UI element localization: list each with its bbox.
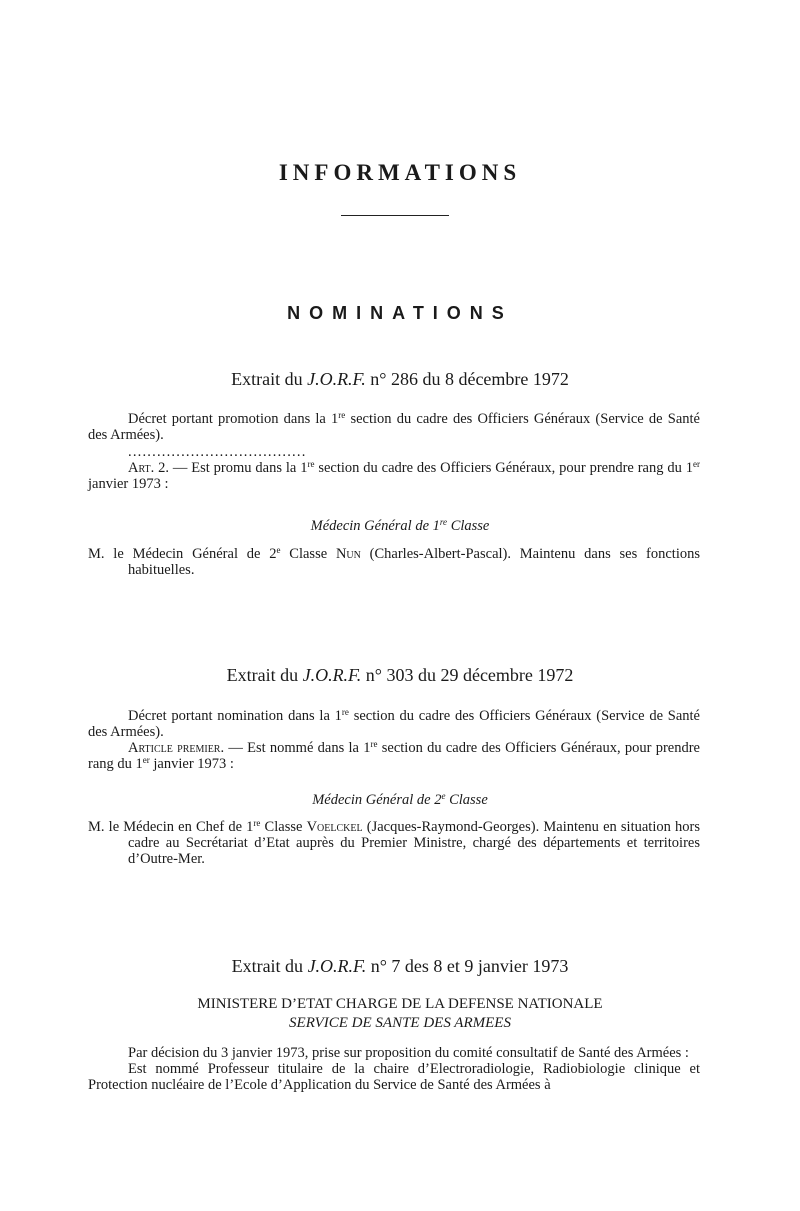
- title-divider: [341, 215, 449, 216]
- appointment-text: Est nommé Professeur titulaire de la chaire d’Electroradiologie, Radiobiologie clinique et Protection nucléaire de l’Ecole d’Application du Service de Santé des Armées à: [88, 1061, 700, 1093]
- article-text: Article premier. — Est nommé dans la 1re section du cadre des Officiers Généraux, pour prendre rang du 1er janvier 1973 :: [88, 739, 700, 772]
- decree-block-1: [88, 411, 700, 492]
- rank-heading-1: Médecin Général de 1re Classe: [310, 517, 490, 534]
- nominee-name: Voelckel: [306, 819, 363, 835]
- nominee-2: [88, 819, 700, 867]
- elision-dots: .....................................: [128, 444, 307, 460]
- decision-text: Par décision du 3 janvier 1973, prise sur proposition du comité consultatif de Santé des Armées :: [128, 1045, 689, 1061]
- nominee-text: M. le Médecin en Chef de 1re Classe Voelckel (Jacques-Raymond-Georges). Maintenu en situation hors cadre au Secrétariat d’Etat auprès du Premier Ministre, chargé des départements et territoires d’Outre-Mer.: [88, 818, 700, 867]
- extract-heading-3: [0, 956, 800, 977]
- extract-prefix: Extrait du: [226, 665, 303, 685]
- decree-text: Décret portant nomination dans la 1re section du cadre des Officiers Généraux (Service de Santé des Armées).: [88, 707, 700, 740]
- extract-heading-1: [0, 369, 800, 390]
- ministry-heading: MINISTERE D’ETAT CHARGE DE LA DEFENSE NATIONALE: [197, 996, 603, 1012]
- extract-reference: n° 286 du 8 décembre 1972: [365, 369, 569, 389]
- extract-prefix: Extrait du: [231, 369, 308, 389]
- nominee-text: M. le Médecin Général de 2e Classe Nun (Charles-Albert-Pascal). Maintenu dans ses fonctions habituelles.: [88, 545, 700, 578]
- extract-prefix: Extrait du: [231, 956, 308, 976]
- nominee-name: Nun: [335, 546, 361, 562]
- rank-heading-2: Médecin Général de 2e Classe: [312, 791, 488, 808]
- decision-block: [88, 1045, 700, 1093]
- extract-heading-2: [0, 665, 800, 686]
- article-text: Art. 2. — Est promu dans la 1re section du cadre des Officiers Généraux, pour prendre rang du 1er janvier 1973 :: [88, 459, 700, 492]
- journal-name: J.O.R.F.: [307, 369, 366, 389]
- extract-reference: n° 303 du 29 décembre 1972: [361, 665, 574, 685]
- page-title: INFORMATIONS: [278, 160, 522, 185]
- extract-reference: n° 7 des 8 et 9 janvier 1973: [366, 956, 569, 976]
- decree-text: Décret portant promotion dans la 1re section du cadre des Officiers Généraux (Service de Santé des Armées).: [88, 410, 700, 443]
- journal-name: J.O.R.F.: [302, 665, 362, 685]
- nominee-1: [88, 546, 700, 578]
- decree-block-2: [88, 708, 700, 772]
- service-heading: SERVICE DE SANTE DES ARMEES: [289, 1015, 511, 1031]
- section-heading: NOMINATIONS: [287, 303, 513, 323]
- journal-name: J.O.R.F.: [307, 956, 367, 976]
